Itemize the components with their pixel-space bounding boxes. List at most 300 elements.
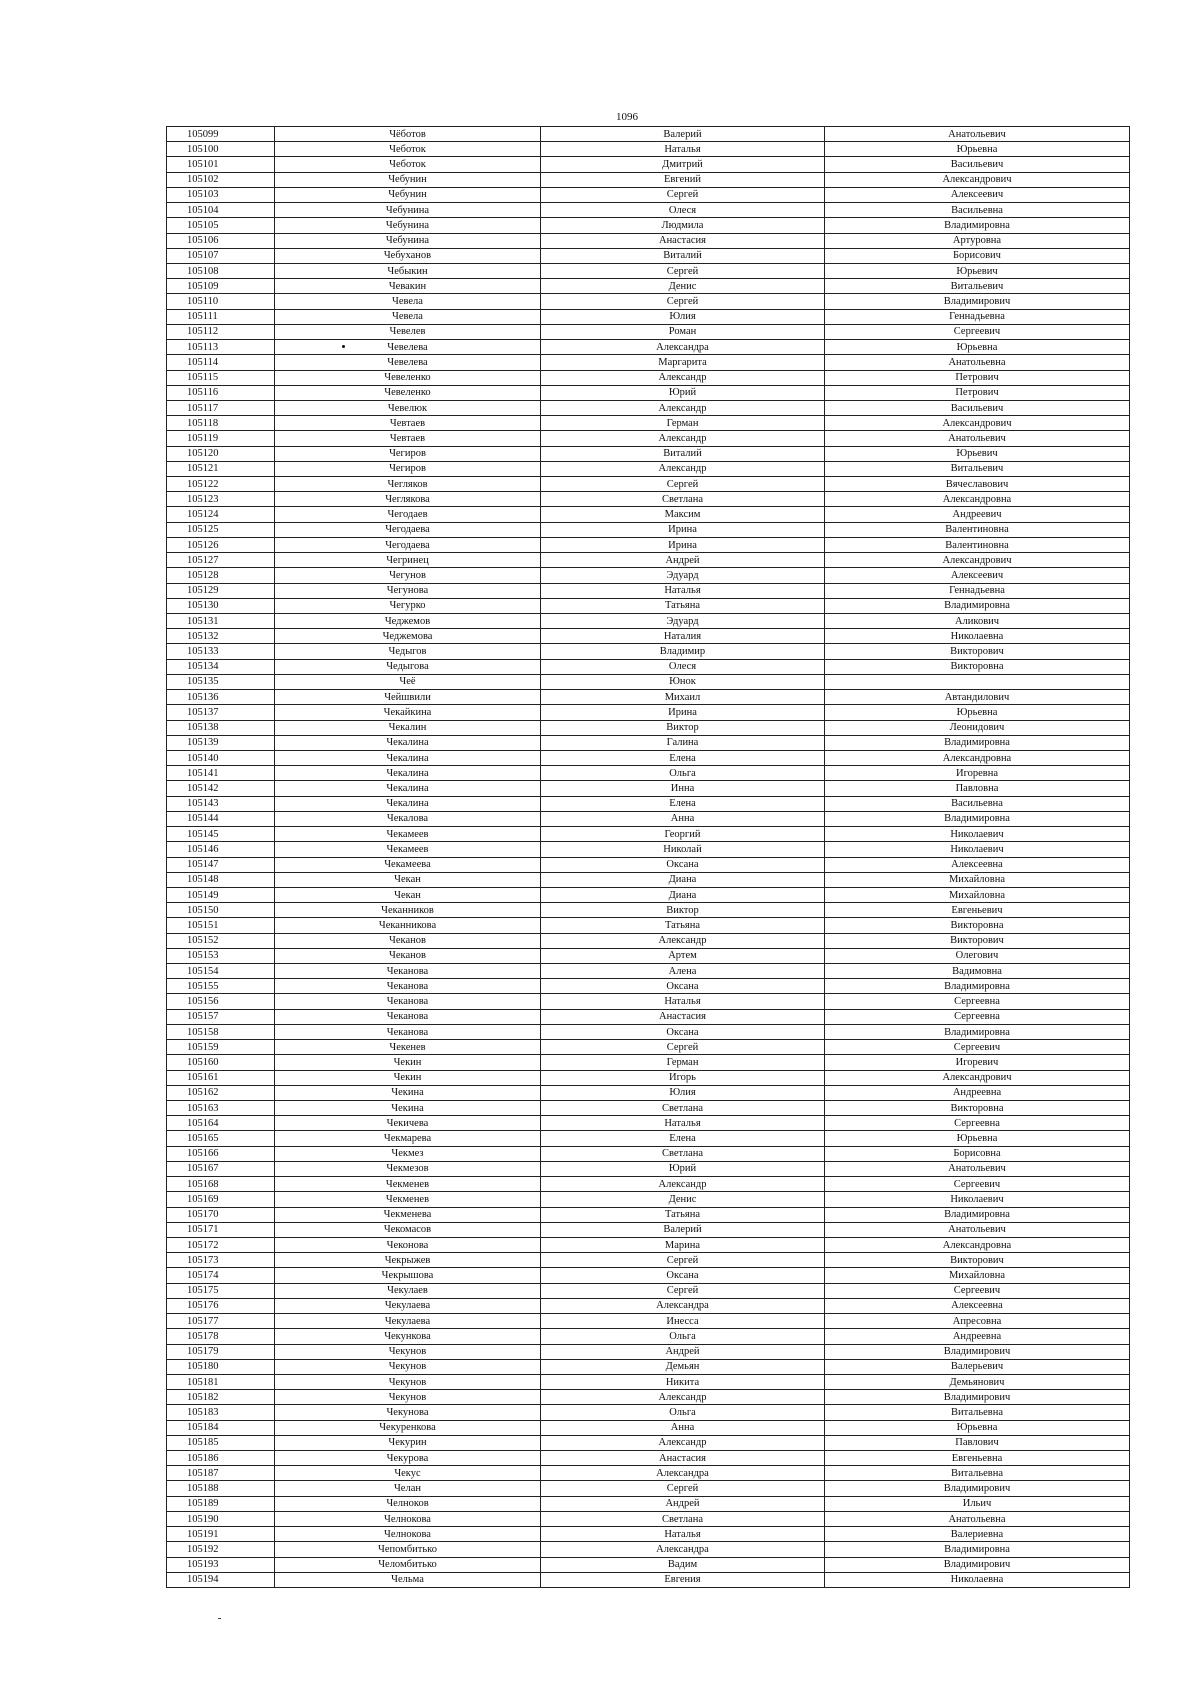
- last-name-cell: Чегодаев: [275, 507, 541, 522]
- record-number-cell: 105107: [167, 248, 275, 263]
- patronymic-cell: Анатольевич: [825, 431, 1130, 446]
- patronymic-cell: Анатольевич: [825, 1161, 1130, 1176]
- first-name-cell: Светлана: [541, 1511, 825, 1526]
- first-name-cell: Евгения: [541, 1572, 825, 1587]
- record-number-cell: 105105: [167, 218, 275, 233]
- first-name-cell: Наталья: [541, 1527, 825, 1542]
- patronymic-cell: Васильевна: [825, 203, 1130, 218]
- table-row: [167, 263, 1130, 278]
- last-name-cell: Чекменев: [275, 1177, 541, 1192]
- table-row: [167, 1131, 1130, 1146]
- first-name-cell: Эдуард: [541, 568, 825, 583]
- table-row: [167, 705, 1130, 720]
- record-number-cell: 105151: [167, 918, 275, 933]
- patronymic-cell: Владимировна: [825, 1542, 1130, 1557]
- patronymic-cell: Николаевич: [825, 842, 1130, 857]
- record-number-cell: 105155: [167, 979, 275, 994]
- first-name-cell: Андрей: [541, 553, 825, 568]
- last-name-cell: Чебунина: [275, 203, 541, 218]
- table-row: [167, 1298, 1130, 1313]
- first-name-cell: Владимир: [541, 644, 825, 659]
- patronymic-cell: Вадимовна: [825, 964, 1130, 979]
- patronymic-cell: Викторовна: [825, 918, 1130, 933]
- record-number-cell: 105120: [167, 446, 275, 461]
- table-row: [167, 294, 1130, 309]
- first-name-cell: Оксана: [541, 1268, 825, 1283]
- table-row: [167, 842, 1130, 857]
- record-number-cell: 105154: [167, 964, 275, 979]
- patronymic-cell: Владимирович: [825, 1344, 1130, 1359]
- last-name-cell: Чекмез: [275, 1146, 541, 1161]
- table-row: [167, 1329, 1130, 1344]
- table-row: [167, 461, 1130, 476]
- record-number-cell: 105168: [167, 1177, 275, 1192]
- last-name-cell: Чекулаева: [275, 1314, 541, 1329]
- patronymic-cell: Александрович: [825, 553, 1130, 568]
- patronymic-cell: Михайловна: [825, 887, 1130, 902]
- last-name-cell: Чекан: [275, 887, 541, 902]
- patronymic-cell: Николаевна: [825, 629, 1130, 644]
- table-row: [167, 1390, 1130, 1405]
- last-name-cell: Чекунов: [275, 1359, 541, 1374]
- last-name-cell: Чевакин: [275, 279, 541, 294]
- first-name-cell: Виктор: [541, 903, 825, 918]
- table-row: [167, 1177, 1130, 1192]
- record-number-cell: 105169: [167, 1192, 275, 1207]
- patronymic-cell: Васильевич: [825, 157, 1130, 172]
- patronymic-cell: Алексеевна: [825, 1298, 1130, 1313]
- first-name-cell: Александра: [541, 1298, 825, 1313]
- table-row: [167, 157, 1130, 172]
- last-name-cell: Чеботок: [275, 142, 541, 157]
- patronymic-cell: Николаевич: [825, 1192, 1130, 1207]
- table-row: [167, 492, 1130, 507]
- patronymic-cell: Юрьевна: [825, 340, 1130, 355]
- patronymic-cell: Александровна: [825, 750, 1130, 765]
- patronymic-cell: Леонидович: [825, 720, 1130, 735]
- record-number-cell: 105142: [167, 781, 275, 796]
- first-name-cell: Наталья: [541, 142, 825, 157]
- table-row: [167, 1024, 1130, 1039]
- last-name-cell: Чёботов: [275, 127, 541, 142]
- first-name-cell: Анастасия: [541, 1451, 825, 1466]
- patronymic-cell: Викторовна: [825, 659, 1130, 674]
- first-name-cell: Демьян: [541, 1359, 825, 1374]
- patronymic-cell: Васильевна: [825, 796, 1130, 811]
- record-number-cell: 105127: [167, 553, 275, 568]
- patronymic-cell: Юрьевна: [825, 1420, 1130, 1435]
- first-name-cell: Максим: [541, 507, 825, 522]
- record-number-cell: 105134: [167, 659, 275, 674]
- last-name-cell: Чекуренкова: [275, 1420, 541, 1435]
- record-number-cell: 105147: [167, 857, 275, 872]
- last-name-cell: Чебыкин: [275, 263, 541, 278]
- table-row: [167, 796, 1130, 811]
- table-row: [167, 811, 1130, 826]
- last-name-cell: Чевелева: [275, 340, 541, 355]
- table-row: [167, 583, 1130, 598]
- table-row: [167, 568, 1130, 583]
- first-name-cell: Александр: [541, 1390, 825, 1405]
- record-number-cell: 105160: [167, 1055, 275, 1070]
- table-row: [167, 1527, 1130, 1542]
- table-row: [167, 203, 1130, 218]
- scan-speck: [218, 1618, 221, 1619]
- table-row: [167, 1314, 1130, 1329]
- record-number-cell: 105173: [167, 1253, 275, 1268]
- patronymic-cell: Викторовна: [825, 1101, 1130, 1116]
- last-name-cell: Чекина: [275, 1101, 541, 1116]
- first-name-cell: Татьяна: [541, 1207, 825, 1222]
- last-name-cell: Чебунин: [275, 187, 541, 202]
- table-row: [167, 1085, 1130, 1100]
- table-row: [167, 659, 1130, 674]
- first-name-cell: Ирина: [541, 522, 825, 537]
- first-name-cell: Юрий: [541, 1161, 825, 1176]
- patronymic-cell: Анатольевич: [825, 127, 1130, 142]
- first-name-cell: Александр: [541, 400, 825, 415]
- table-row: [167, 127, 1130, 142]
- last-name-cell: Чевтаев: [275, 431, 541, 446]
- record-number-cell: 105172: [167, 1237, 275, 1252]
- patronymic-cell: Апресовна: [825, 1314, 1130, 1329]
- record-number-cell: 105121: [167, 461, 275, 476]
- last-name-cell: Чекунова: [275, 1405, 541, 1420]
- last-name-cell: Чекамеева: [275, 857, 541, 872]
- patronymic-cell: Владимировна: [825, 735, 1130, 750]
- first-name-cell: Александр: [541, 933, 825, 948]
- last-name-cell: Чекин: [275, 1055, 541, 1070]
- last-name-cell: Чекалина: [275, 735, 541, 750]
- record-number-cell: 105117: [167, 400, 275, 415]
- table-row: [167, 918, 1130, 933]
- last-name-cell: Чекайкина: [275, 705, 541, 720]
- first-name-cell: Светлана: [541, 1101, 825, 1116]
- first-name-cell: Никита: [541, 1374, 825, 1389]
- record-number-cell: 105161: [167, 1070, 275, 1085]
- first-name-cell: Николай: [541, 842, 825, 857]
- record-number-cell: 105111: [167, 309, 275, 324]
- patronymic-cell: Владимирович: [825, 294, 1130, 309]
- table-row: [167, 1161, 1130, 1176]
- table-row: [167, 1207, 1130, 1222]
- patronymic-cell: Владимировна: [825, 811, 1130, 826]
- table-row: [167, 233, 1130, 248]
- first-name-cell: Оксана: [541, 857, 825, 872]
- table-row: [167, 370, 1130, 385]
- table-row: [167, 1435, 1130, 1450]
- last-name-cell: Чебунина: [275, 233, 541, 248]
- record-number-cell: 105102: [167, 172, 275, 187]
- record-number-cell: 105149: [167, 887, 275, 902]
- first-name-cell: Юрий: [541, 385, 825, 400]
- patronymic-cell: Викторович: [825, 644, 1130, 659]
- table-row: [167, 933, 1130, 948]
- record-number-cell: 105101: [167, 157, 275, 172]
- first-name-cell: Елена: [541, 1131, 825, 1146]
- last-name-cell: Челан: [275, 1481, 541, 1496]
- last-name-cell: Чеботок: [275, 157, 541, 172]
- first-name-cell: Юлия: [541, 309, 825, 324]
- patronymic-cell: Артуровна: [825, 233, 1130, 248]
- first-name-cell: Светлана: [541, 492, 825, 507]
- patronymic-cell: Геннадьевна: [825, 583, 1130, 598]
- last-name-cell: Чекина: [275, 1085, 541, 1100]
- table-row: [167, 1481, 1130, 1496]
- table-row: [167, 1359, 1130, 1374]
- record-number-cell: 105165: [167, 1131, 275, 1146]
- first-name-cell: Анна: [541, 1420, 825, 1435]
- table-row: [167, 948, 1130, 963]
- table-row: [167, 218, 1130, 233]
- table-row: [167, 340, 1130, 355]
- last-name-cell: Чебуханов: [275, 248, 541, 263]
- first-name-cell: Александр: [541, 370, 825, 385]
- patronymic-cell: Юрьевна: [825, 705, 1130, 720]
- record-number-cell: 105130: [167, 598, 275, 613]
- table-row: [167, 979, 1130, 994]
- last-name-cell: Чеканова: [275, 1009, 541, 1024]
- patronymic-cell: Михайловна: [825, 1268, 1130, 1283]
- record-number-cell: 105141: [167, 766, 275, 781]
- table-row: [167, 964, 1130, 979]
- first-name-cell: Дмитрий: [541, 157, 825, 172]
- patronymic-cell: Андреевна: [825, 1085, 1130, 1100]
- table-row: [167, 1542, 1130, 1557]
- record-number-cell: 105128: [167, 568, 275, 583]
- last-name-cell: Чельма: [275, 1572, 541, 1587]
- table-row: [167, 522, 1130, 537]
- patronymic-cell: Викторович: [825, 1253, 1130, 1268]
- table-row: [167, 477, 1130, 492]
- record-number-cell: 105159: [167, 1040, 275, 1055]
- record-number-cell: 105158: [167, 1024, 275, 1039]
- last-name-cell: Чекулаева: [275, 1298, 541, 1313]
- record-number-cell: 105163: [167, 1101, 275, 1116]
- table-row: [167, 537, 1130, 552]
- first-name-cell: Георгий: [541, 827, 825, 842]
- patronymic-cell: Алексеевич: [825, 568, 1130, 583]
- patronymic-cell: Демьянович: [825, 1374, 1130, 1389]
- last-name-cell: Чекунов: [275, 1390, 541, 1405]
- last-name-cell: Чекалина: [275, 766, 541, 781]
- last-name-cell: Чекункова: [275, 1329, 541, 1344]
- first-name-cell: Диана: [541, 887, 825, 902]
- table-row: [167, 385, 1130, 400]
- patronymic-cell: Владимирович: [825, 1390, 1130, 1405]
- last-name-cell: Чепомбитько: [275, 1542, 541, 1557]
- table-row: [167, 1268, 1130, 1283]
- record-number-cell: 105193: [167, 1557, 275, 1572]
- record-number-cell: 105153: [167, 948, 275, 963]
- first-name-cell: Наталия: [541, 629, 825, 644]
- first-name-cell: Александр: [541, 1177, 825, 1192]
- last-name-cell: Чекалина: [275, 796, 541, 811]
- last-name-cell: Чевеленко: [275, 385, 541, 400]
- first-name-cell: Татьяна: [541, 918, 825, 933]
- last-name-cell: Чейшвили: [275, 690, 541, 705]
- patronymic-cell: Андреевна: [825, 1329, 1130, 1344]
- record-number-cell: 105177: [167, 1314, 275, 1329]
- record-number-cell: 105112: [167, 324, 275, 339]
- patronymic-cell: Викторович: [825, 933, 1130, 948]
- last-name-cell: Чеканова: [275, 979, 541, 994]
- record-number-cell: 105133: [167, 644, 275, 659]
- last-name-cell: Чекулаев: [275, 1283, 541, 1298]
- last-name-cell: Чекалина: [275, 781, 541, 796]
- patronymic-cell: Алексеевич: [825, 187, 1130, 202]
- first-name-cell: Елена: [541, 796, 825, 811]
- last-name-cell: Чеё: [275, 674, 541, 689]
- table-row: [167, 1496, 1130, 1511]
- table-row: [167, 1040, 1130, 1055]
- patronymic-cell: [825, 674, 1130, 689]
- record-number-cell: 105129: [167, 583, 275, 598]
- patronymic-cell: Аликович: [825, 614, 1130, 629]
- patronymic-cell: Анатольевна: [825, 1511, 1130, 1526]
- first-name-cell: Валерий: [541, 127, 825, 142]
- first-name-cell: Сергей: [541, 263, 825, 278]
- last-name-cell: Чегринец: [275, 553, 541, 568]
- last-name-cell: Чекунов: [275, 1374, 541, 1389]
- first-name-cell: Александра: [541, 1466, 825, 1481]
- patronymic-cell: Юрьевич: [825, 446, 1130, 461]
- last-name-cell: Челнокова: [275, 1511, 541, 1526]
- first-name-cell: Евгений: [541, 172, 825, 187]
- patronymic-cell: Борисовна: [825, 1146, 1130, 1161]
- table-row: [167, 1374, 1130, 1389]
- last-name-cell: Чеканова: [275, 1024, 541, 1039]
- patronymic-cell: Валентиновна: [825, 522, 1130, 537]
- last-name-cell: Чегиров: [275, 461, 541, 476]
- last-name-cell: Чегодаева: [275, 522, 541, 537]
- record-number-cell: 105192: [167, 1542, 275, 1557]
- record-number-cell: 105108: [167, 263, 275, 278]
- patronymic-cell: Николаевна: [825, 1572, 1130, 1587]
- last-name-cell: Чегодаева: [275, 537, 541, 552]
- first-name-cell: Наталья: [541, 1116, 825, 1131]
- first-name-cell: Татьяна: [541, 598, 825, 613]
- record-number-cell: 105156: [167, 994, 275, 1009]
- table-row: [167, 766, 1130, 781]
- table-row: [167, 1405, 1130, 1420]
- last-name-cell: Чегляков: [275, 477, 541, 492]
- record-number-cell: 105123: [167, 492, 275, 507]
- record-number-cell: 105146: [167, 842, 275, 857]
- table-row: [167, 781, 1130, 796]
- last-name-cell: Чекалин: [275, 720, 541, 735]
- patronymic-cell: Александровна: [825, 492, 1130, 507]
- last-name-cell: Чедыгов: [275, 644, 541, 659]
- patronymic-cell: Владимировна: [825, 218, 1130, 233]
- last-name-cell: Чегурко: [275, 598, 541, 613]
- table-row: [167, 735, 1130, 750]
- patronymic-cell: Юрьевич: [825, 263, 1130, 278]
- last-name-cell: Чекалина: [275, 750, 541, 765]
- last-name-cell: Чевела: [275, 294, 541, 309]
- table-row: [167, 1344, 1130, 1359]
- patronymic-cell: Владимирович: [825, 1481, 1130, 1496]
- table-row: [167, 1253, 1130, 1268]
- patronymic-cell: Сергеевна: [825, 1116, 1130, 1131]
- last-name-cell: Чеканников: [275, 903, 541, 918]
- last-name-cell: Чекус: [275, 1466, 541, 1481]
- table-row: [167, 750, 1130, 765]
- table-row: [167, 1146, 1130, 1161]
- patronymic-cell: Анатольевич: [825, 1222, 1130, 1237]
- first-name-cell: Инна: [541, 781, 825, 796]
- record-number-cell: 105119: [167, 431, 275, 446]
- last-name-cell: Челнокова: [275, 1527, 541, 1542]
- patronymic-cell: Владимирович: [825, 1557, 1130, 1572]
- last-name-cell: Чеканникова: [275, 918, 541, 933]
- first-name-cell: Александра: [541, 1542, 825, 1557]
- record-number-cell: 105152: [167, 933, 275, 948]
- first-name-cell: Ирина: [541, 705, 825, 720]
- patronymic-cell: Васильевич: [825, 400, 1130, 415]
- record-number-cell: 105167: [167, 1161, 275, 1176]
- table-row: [167, 1009, 1130, 1024]
- last-name-cell: Чеканова: [275, 994, 541, 1009]
- first-name-cell: Инесса: [541, 1314, 825, 1329]
- first-name-cell: Людмила: [541, 218, 825, 233]
- patronymic-cell: Сергеевич: [825, 1283, 1130, 1298]
- first-name-cell: Александр: [541, 1435, 825, 1450]
- last-name-cell: Чекрыжев: [275, 1253, 541, 1268]
- record-number-cell: 105162: [167, 1085, 275, 1100]
- last-name-cell: Челноков: [275, 1496, 541, 1511]
- record-number-cell: 105125: [167, 522, 275, 537]
- registry-body: [167, 127, 1130, 1588]
- record-number-cell: 105186: [167, 1451, 275, 1466]
- table-row: [167, 279, 1130, 294]
- first-name-cell: Сергей: [541, 187, 825, 202]
- patronymic-cell: Александрович: [825, 1070, 1130, 1085]
- patronymic-cell: Петрович: [825, 385, 1130, 400]
- last-name-cell: Чекмезов: [275, 1161, 541, 1176]
- first-name-cell: Светлана: [541, 1146, 825, 1161]
- first-name-cell: Алена: [541, 964, 825, 979]
- record-number-cell: 105143: [167, 796, 275, 811]
- last-name-cell: Чевелюк: [275, 400, 541, 415]
- first-name-cell: Юлия: [541, 1085, 825, 1100]
- patronymic-cell: Геннадьевна: [825, 309, 1130, 324]
- table-row: [167, 903, 1130, 918]
- first-name-cell: Эдуард: [541, 614, 825, 629]
- table-row: [167, 1116, 1130, 1131]
- first-name-cell: Александр: [541, 431, 825, 446]
- first-name-cell: Юнок: [541, 674, 825, 689]
- first-name-cell: Михаил: [541, 690, 825, 705]
- first-name-cell: Сергей: [541, 1253, 825, 1268]
- record-number-cell: 105150: [167, 903, 275, 918]
- table-row: [167, 887, 1130, 902]
- last-name-cell: Чекамеев: [275, 842, 541, 857]
- table-row: [167, 1237, 1130, 1252]
- patronymic-cell: Владимировна: [825, 598, 1130, 613]
- record-number-cell: 105184: [167, 1420, 275, 1435]
- patronymic-cell: Андреевич: [825, 507, 1130, 522]
- patronymic-cell: Витальевна: [825, 1466, 1130, 1481]
- patronymic-cell: Игоревна: [825, 766, 1130, 781]
- first-name-cell: Оксана: [541, 1024, 825, 1039]
- record-number-cell: 105191: [167, 1527, 275, 1542]
- patronymic-cell: Вячеславович: [825, 477, 1130, 492]
- patronymic-cell: Сергеевич: [825, 1177, 1130, 1192]
- record-number-cell: 105104: [167, 203, 275, 218]
- table-row: [167, 629, 1130, 644]
- last-name-cell: Чевеленко: [275, 370, 541, 385]
